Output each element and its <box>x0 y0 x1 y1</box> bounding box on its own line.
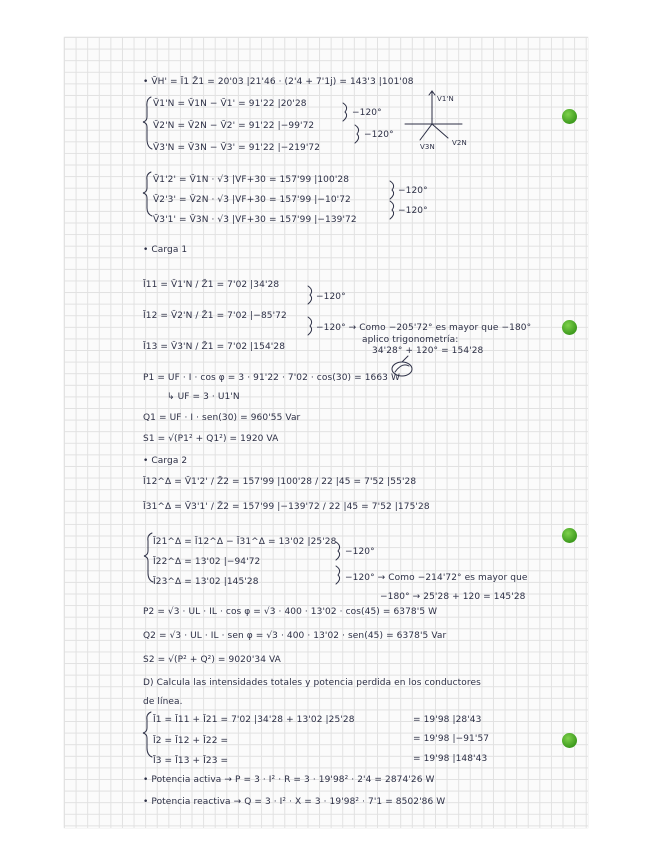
left-brace-icon <box>143 97 152 149</box>
text-line: Ī22^Δ = 13'02 |−94'72 <box>153 557 261 567</box>
right-brace-icon <box>336 542 340 560</box>
text-line: P2 = √3 · UL · IL · cos φ = √3 · 400 · 13'02 · cos(45) = 6378'5 W <box>143 607 438 617</box>
measurement-symbol-icon <box>392 356 412 376</box>
text-line: Ī1 = Ī11 + Ī21 = 7'02 |34'28 + 13'02 |25'28 <box>153 715 355 725</box>
text-line: V̄3'1' = V̄3N · √3 |VF+30 = 157'99 |−139'72 <box>153 215 357 225</box>
left-brace-icon <box>143 172 152 216</box>
section-heading: D) Calcula las intensidades totales y potencia perdida en los conductores <box>143 678 481 688</box>
right-brace-icon <box>308 286 312 304</box>
right-brace-icon <box>308 317 312 335</box>
section-heading: • Carga 1 <box>143 245 188 255</box>
text-line: V̄2'3' = V̄2N · √3 |VF+30 = 157'99 |−10'72 <box>153 195 351 205</box>
text-line: −120° <box>398 206 428 216</box>
text-line: −120° → Como −214'72° es mayor que <box>345 573 528 583</box>
text-line: Ī21^Δ = Ī12^Δ − Ī31^Δ = 13'02 |25'28 <box>153 537 337 547</box>
phasor-diagram-icon <box>405 91 462 140</box>
text-line: Ī12^Δ = V̄1'2' / Z̄2 = 157'99 |100'28 / 22 |45 = 7'52 |55'28 <box>143 477 417 487</box>
text-line: = 19'98 |−91'57 <box>413 734 490 744</box>
text-line: −120° <box>316 292 346 302</box>
phasor-label: V2N <box>452 139 467 147</box>
right-brace-icon <box>355 125 359 143</box>
right-brace-icon <box>390 201 394 219</box>
left-brace-icon <box>144 533 153 582</box>
text-line: ↳ UF = 3 · U1'N <box>167 392 240 402</box>
text-line: P1 = UF · I · cos φ = 3 · 91'22 · 7'02 · cos(30) = 1663 W <box>143 373 400 383</box>
right-brace-icon <box>343 103 347 121</box>
text-line: = 19'98 |148'43 <box>413 754 488 764</box>
text-line: Ī12 = V̄2'N / Z̄1 = 7'02 |−85'72 <box>143 311 287 321</box>
text-line: Ī3 = Ī13 + Ī23 = <box>153 756 229 766</box>
text-line: V̄3'N = V̄3N − V̄3' = 91'22 |−219'72 <box>153 143 321 153</box>
text-line: Ī11 = V̄1'N / Z̄1 = 7'02 |34'28 <box>143 280 280 290</box>
text-line: Ī13 = V̄3'N / Z̄1 = 7'02 |154'28 <box>143 342 286 352</box>
text-line: V̄1'2' = V̄1N · √3 |VF+30 = 157'99 |100'28 <box>153 175 350 185</box>
text-line: Q1 = UF · I · sen(30) = 960'55 Var <box>143 413 301 423</box>
section-heading: de línea. <box>143 697 183 707</box>
text-line: • Potencia reactiva → Q = 3 · I² · X = 3 · 19'98² · 7'1 = 8502'86 W <box>143 797 446 807</box>
text-line: Ī2 = Ī12 + Ī22 = <box>153 736 229 746</box>
text-line: −120° <box>398 186 428 196</box>
phasor-label: V3N <box>420 143 435 151</box>
text-line: Ī31^Δ = V̄3'1' / Z̄2 = 157'99 |−139'72 / 22 |45 = 7'52 |175'28 <box>143 502 430 512</box>
text-line: −120° <box>345 547 375 557</box>
text-line: −180° → 25'28 + 120 = 145'28 <box>380 592 526 602</box>
left-brace-icon <box>143 712 152 757</box>
right-brace-icon <box>336 566 340 584</box>
text-line: S2 = √(P² + Q²) = 9020'34 VA <box>143 655 281 665</box>
right-brace-icon <box>390 181 394 199</box>
text-line: • Potencia activa → P = 3 · I² · R = 3 · 19'98² · 2'4 = 2874'26 W <box>143 775 435 785</box>
text-line: aplico trigonometría: <box>362 335 459 345</box>
text-line: = 19'98 |28'43 <box>413 715 482 725</box>
text-line: −120° → Como −205'72° es mayor que −180° <box>316 323 532 333</box>
text-line: Q2 = √3 · UL · IL · sen φ = √3 · 400 · 13'02 · sen(45) = 6378'5 Var <box>143 631 447 641</box>
text-line: −120° <box>352 108 382 118</box>
phasor-label: V1'N <box>437 95 454 103</box>
text-line: S1 = √(P1² + Q1²) = 1920 VA <box>143 434 279 444</box>
text-line: Ī23^Δ = 13'02 |145'28 <box>153 577 259 587</box>
text-line: −120° <box>364 130 394 140</box>
section-heading: • Carga 2 <box>143 456 188 466</box>
text-line: 34'28° + 120° = 154'28 <box>372 346 484 356</box>
text-line: V̄1'N = V̄1N − V̄1' = 91'22 |20'28 <box>153 99 307 109</box>
text-line: • V̄H' = Ī1 Z̄1 = 20'03 |21'46 · (2'4 + 7'1j) = 143'3 |101'08 <box>143 77 414 87</box>
text-line: V̄2'N = V̄2N − V̄2' = 91'22 |−99'72 <box>153 121 315 131</box>
